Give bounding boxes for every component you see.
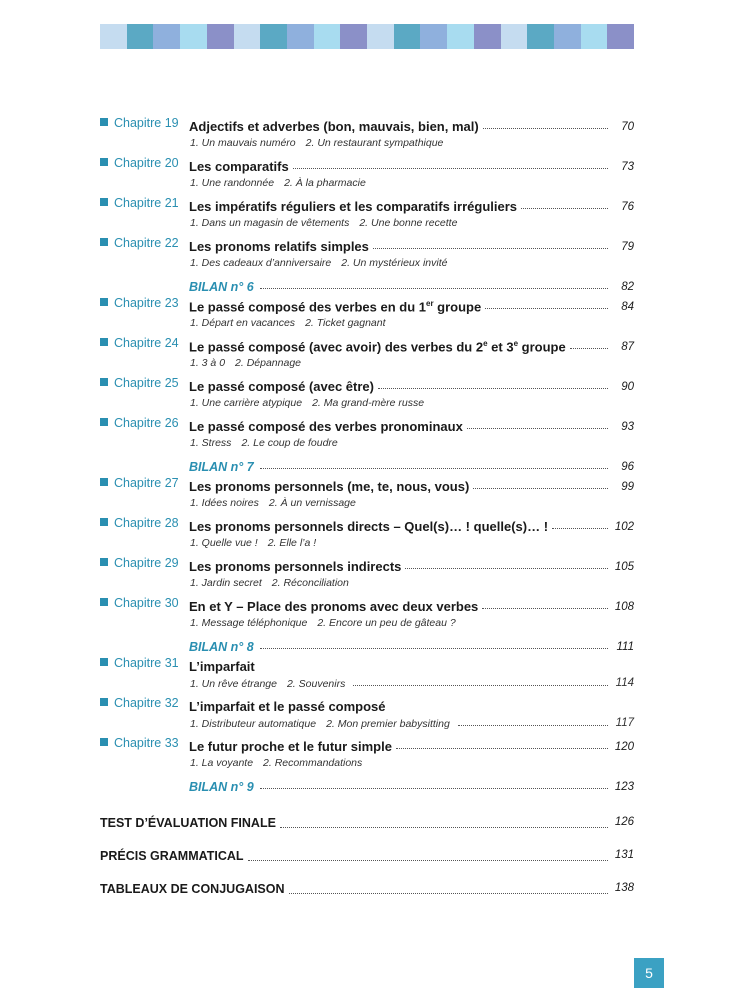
dot-leader [483, 128, 608, 129]
subtopic-1: 1. Des cadeaux d’anniversaire [190, 257, 332, 269]
chapter-number: Chapitre 32 [114, 696, 179, 710]
chapter-line [189, 294, 634, 314]
band-square [447, 24, 474, 49]
subtopic-1: 1. Idées noires [190, 497, 259, 509]
dot-leader [260, 288, 608, 289]
dot-leader [552, 528, 608, 529]
chapter-number: Chapitre 28 [114, 516, 179, 530]
subtopic-1: 1. Une randonnée [190, 177, 275, 189]
chapter-entry[interactable] [100, 734, 634, 774]
bilan-title: BILAN n° 6 [189, 280, 254, 294]
chapter-title-text: Le passé composé des verbes pronominaux [189, 419, 463, 434]
band-square [234, 24, 261, 49]
chapter-label [100, 656, 188, 670]
chapter-title-text: Les pronoms personnels indirects [189, 559, 402, 574]
square-bullet-icon [100, 158, 108, 166]
chapter-title [189, 239, 369, 254]
chapter-label [100, 736, 188, 750]
dot-leader [280, 816, 608, 828]
chapter-title [189, 659, 255, 674]
dot-leader [521, 208, 608, 209]
square-bullet-icon [100, 298, 108, 306]
chapter-title [189, 379, 374, 394]
bilan-line [189, 634, 634, 654]
chapter-subtopics [190, 617, 634, 629]
band-square [554, 24, 581, 49]
chapter-line [189, 474, 634, 494]
chapter-label [100, 236, 188, 250]
subtopic-1: 1. Message téléphonique [190, 617, 308, 629]
chapter-title-text: L’imparfait et le passé composé [189, 699, 386, 714]
bilan-page: 111 [616, 641, 634, 653]
chapter-entry[interactable] [100, 114, 634, 154]
chapter-title-text: Le passé composé des verbes en du 1 [189, 299, 426, 314]
chapter-page: 84 [621, 301, 634, 313]
subtopic-1: 1. Départ en vacances [190, 317, 296, 329]
chapter-line [189, 234, 634, 254]
square-bullet-icon [100, 518, 108, 526]
subtopic-2: 2. Elle l’a ! [267, 537, 317, 549]
chapter-page: 120 [614, 741, 634, 753]
final-section-page: 126 [614, 816, 634, 828]
chapter-title-text: En et Y – Place des pronoms avec deux verbes [189, 599, 479, 614]
chapter-title-text: Le futur proche et le futur simple [189, 739, 392, 754]
chapter-line [189, 554, 634, 574]
chapter-entry[interactable] [100, 694, 634, 734]
subtopic-2: 2. Ma grand-mère russe [312, 397, 425, 409]
chapter-title-text: groupe [433, 299, 482, 314]
chapter-title [189, 559, 401, 574]
final-section-entry[interactable] [100, 849, 634, 882]
chapter-page: 102 [614, 521, 634, 533]
chapter-label [100, 476, 188, 490]
chapter-line [189, 374, 634, 394]
chapter-title [189, 599, 478, 614]
chapter-subtopics [190, 217, 634, 229]
bilan-entry[interactable] [100, 454, 634, 474]
chapter-subtopics [190, 177, 634, 189]
chapter-entry[interactable] [100, 554, 634, 594]
subtopic-2: 2. Souvenirs [286, 678, 346, 690]
chapter-entry[interactable] [100, 654, 634, 694]
chapter-number: Chapitre 24 [114, 336, 179, 350]
chapter-subtopics [190, 717, 634, 730]
chapter-line [189, 654, 634, 674]
chapter-number: Chapitre 20 [114, 156, 179, 170]
band-square [501, 24, 528, 49]
chapter-page: 79 [621, 241, 634, 253]
band-square [420, 24, 447, 49]
chapter-label [100, 156, 188, 170]
title-superscript: e [483, 338, 488, 348]
chapter-number: Chapitre 22 [114, 236, 179, 250]
band-square [474, 24, 501, 49]
subtopic-1: 1. Une carrière atypique [190, 397, 303, 409]
chapter-entry[interactable] [100, 294, 634, 334]
chapter-label [100, 696, 188, 710]
chapter-page: 117 [615, 717, 634, 729]
chapter-subtopics [190, 437, 634, 449]
chapter-page: 105 [614, 561, 634, 573]
band-square [180, 24, 207, 49]
title-superscript: e [513, 338, 519, 348]
band-square [607, 24, 634, 49]
subtopic-2: 2. Une bonne recette [359, 217, 458, 229]
chapter-entry[interactable] [100, 194, 634, 234]
band-square [314, 24, 341, 49]
bilan-page: 123 [614, 781, 634, 793]
table-of-contents [100, 114, 634, 794]
chapter-line [189, 334, 634, 354]
chapter-entry[interactable] [100, 514, 634, 554]
final-section-title: PRÉCIS GRAMMATICAL [100, 849, 244, 863]
chapter-entry[interactable] [100, 594, 634, 634]
band-square [581, 24, 608, 49]
subtopic-2: 2. Ticket gagnant [305, 317, 386, 329]
square-bullet-icon [100, 378, 108, 386]
dot-leader [373, 248, 608, 249]
chapter-page: 108 [614, 601, 634, 613]
chapter-number: Chapitre 31 [114, 656, 179, 670]
bilan-title: BILAN n° 9 [189, 780, 254, 794]
dot-leader [405, 568, 608, 569]
chapter-title [189, 299, 481, 314]
chapter-entry[interactable] [100, 414, 634, 454]
chapter-entry[interactable] [100, 474, 634, 514]
decorative-color-band [100, 24, 634, 49]
final-section-entry[interactable] [100, 816, 634, 849]
bilan-title: BILAN n° 8 [189, 640, 254, 654]
subtopic-1: 1. La voyante [190, 757, 254, 769]
chapter-title-text: groupe [518, 339, 566, 354]
chapter-label [100, 116, 188, 130]
chapter-subtopics [190, 357, 634, 369]
square-bullet-icon [100, 198, 108, 206]
band-square [367, 24, 394, 49]
subtopic-2: 2. Le coup de foudre [241, 437, 338, 449]
chapter-page: 87 [621, 341, 634, 353]
chapter-subtopics [190, 137, 634, 149]
chapter-title [189, 479, 469, 494]
chapter-number: Chapitre 29 [114, 556, 179, 570]
chapter-number: Chapitre 25 [114, 376, 179, 390]
bilan-entry[interactable] [100, 774, 634, 794]
chapter-line [189, 194, 634, 214]
chapter-page: 99 [621, 481, 634, 493]
chapter-number: Chapitre 33 [114, 736, 179, 750]
bilan-line [189, 274, 634, 294]
chapter-subtopics [190, 317, 634, 329]
bilan-line [189, 454, 634, 474]
chapter-entry[interactable] [100, 374, 634, 414]
chapter-title-text: Les pronoms relatifs simples [189, 239, 369, 254]
chapter-title-text: Adjectifs et adverbes (bon, mauvais, bien, mal) [189, 119, 479, 134]
chapter-line [189, 594, 634, 614]
subtopic-1: 1. Jardin secret [190, 577, 262, 589]
chapter-entry[interactable] [100, 334, 634, 374]
final-section-entry[interactable] [100, 882, 634, 915]
chapter-title-text: L’imparfait [189, 659, 255, 674]
band-square [260, 24, 287, 49]
subtopic-2: 2. Un restaurant sympathique [305, 137, 444, 149]
final-section-title: TEST D’ÉVALUATION FINALE [100, 816, 276, 830]
dot-leader [260, 468, 608, 469]
chapter-label [100, 336, 188, 350]
chapter-line [189, 154, 634, 174]
chapter-label [100, 296, 188, 310]
chapter-entry[interactable] [100, 154, 634, 194]
subtopic-2: 2. Encore un peu de gâteau ? [317, 617, 456, 629]
chapter-label [100, 196, 188, 210]
subtopic-1: 1. Un mauvais numéro [190, 137, 296, 149]
chapter-subtopics [190, 497, 634, 509]
chapter-subtopics [190, 577, 634, 589]
subtopic-2: 2. Un mystérieux invité [341, 257, 448, 269]
chapter-title [189, 519, 548, 534]
subtopic-2: 2. Mon premier babysitting [326, 718, 450, 730]
chapter-label [100, 596, 188, 610]
dot-leader [473, 488, 608, 489]
band-square [394, 24, 421, 49]
chapter-label [100, 376, 188, 390]
subtopic-1: 1. Quelle vue ! [190, 537, 258, 549]
dot-leader [482, 608, 608, 609]
band-square [340, 24, 367, 49]
chapter-title [189, 419, 463, 434]
square-bullet-icon [100, 698, 108, 706]
final-section-page: 131 [614, 849, 634, 861]
chapter-page: 93 [621, 421, 634, 433]
chapter-number: Chapitre 19 [114, 116, 179, 130]
bilan-entry[interactable] [100, 634, 634, 654]
chapter-page: 76 [621, 201, 634, 213]
chapter-title-text: Les pronoms personnels directs – Quel(s)… ! quelle(s)… ! [189, 519, 549, 534]
band-square [153, 24, 180, 49]
chapter-page: 73 [621, 161, 634, 173]
subtopic-1: 1. 3 à 0 [190, 357, 226, 369]
chapter-number: Chapitre 30 [114, 596, 179, 610]
dot-leader [467, 428, 608, 429]
square-bullet-icon [100, 118, 108, 126]
dot-leader [293, 168, 608, 169]
band-square [527, 24, 554, 49]
dot-leader [248, 849, 608, 861]
title-superscript: er [426, 298, 434, 308]
chapter-number: Chapitre 27 [114, 476, 179, 490]
chapter-page: 70 [621, 121, 634, 133]
band-square [287, 24, 314, 49]
page-number: 5 [634, 958, 664, 988]
chapter-title-text: Le passé composé (avec avoir) des verbes du 2 [189, 339, 484, 354]
chapter-line [189, 414, 634, 434]
chapter-subtopics [190, 677, 634, 690]
chapter-subtopics [190, 257, 634, 269]
band-square [100, 24, 127, 49]
dot-leader [260, 788, 608, 789]
subtopic-2: 2. À un vernissage [268, 497, 356, 509]
square-bullet-icon [100, 418, 108, 426]
dot-leader [260, 648, 608, 649]
dot-leader [458, 725, 608, 726]
chapter-number: Chapitre 23 [114, 296, 179, 310]
chapter-line [189, 694, 634, 714]
dot-leader [289, 882, 608, 894]
chapter-title [189, 699, 386, 714]
chapter-title [189, 119, 479, 134]
chapter-page: 90 [621, 381, 634, 393]
final-section-page: 138 [614, 882, 634, 894]
final-section-title: TABLEAUX DE CONJUGAISON [100, 882, 285, 896]
dot-leader [570, 348, 608, 349]
subtopic-2: 2. À la pharmacie [284, 177, 366, 189]
chapter-subtopics [190, 397, 634, 409]
dot-leader [378, 388, 608, 389]
band-square [207, 24, 234, 49]
chapter-label [100, 416, 188, 430]
final-sections [100, 816, 634, 915]
bilan-page: 82 [621, 281, 634, 293]
subtopic-1: 1. Stress [190, 437, 232, 449]
chapter-entry[interactable] [100, 234, 634, 274]
bilan-entry[interactable] [100, 274, 634, 294]
bilan-title: BILAN n° 7 [189, 460, 254, 474]
chapter-label [100, 556, 188, 570]
square-bullet-icon [100, 238, 108, 246]
square-bullet-icon [100, 658, 108, 666]
chapter-subtopics [190, 757, 634, 769]
chapter-title-text: Les impératifs réguliers et les comparatifs irréguliers [189, 199, 518, 214]
square-bullet-icon [100, 338, 108, 346]
chapter-title-text: Le passé composé (avec être) [189, 379, 374, 394]
chapter-title [189, 739, 392, 754]
square-bullet-icon [100, 738, 108, 746]
dot-leader [353, 685, 608, 686]
chapter-title [189, 339, 566, 354]
band-square [127, 24, 154, 49]
dot-leader [485, 308, 608, 309]
chapter-line [189, 114, 634, 134]
square-bullet-icon [100, 558, 108, 566]
chapter-title-text: Les pronoms personnels (me, te, nous, vous) [189, 479, 470, 494]
chapter-subtopics [190, 537, 634, 549]
subtopic-2: 2. Réconciliation [271, 577, 349, 589]
square-bullet-icon [100, 598, 108, 606]
subtopic-2: 2. Recommandations [263, 757, 363, 769]
chapter-label [100, 516, 188, 530]
chapter-title-text: Les comparatifs [189, 159, 289, 174]
chapter-number: Chapitre 26 [114, 416, 179, 430]
dot-leader [396, 748, 608, 749]
subtopic-1: 1. Dans un magasin de vêtements [190, 217, 350, 229]
subtopic-1: 1. Un rêve étrange [190, 678, 277, 690]
chapter-line [189, 514, 634, 534]
bilan-page: 96 [621, 461, 634, 473]
chapter-number: Chapitre 21 [114, 196, 179, 210]
chapter-title [189, 159, 289, 174]
subtopic-2: 2. Dépannage [235, 357, 302, 369]
chapter-page: 114 [615, 677, 634, 689]
chapter-line [189, 734, 634, 754]
chapter-title-text: et 3 [487, 339, 514, 354]
square-bullet-icon [100, 478, 108, 486]
subtopic-1: 1. Distributeur automatique [190, 718, 317, 730]
bilan-line [189, 774, 634, 794]
chapter-title [189, 199, 517, 214]
